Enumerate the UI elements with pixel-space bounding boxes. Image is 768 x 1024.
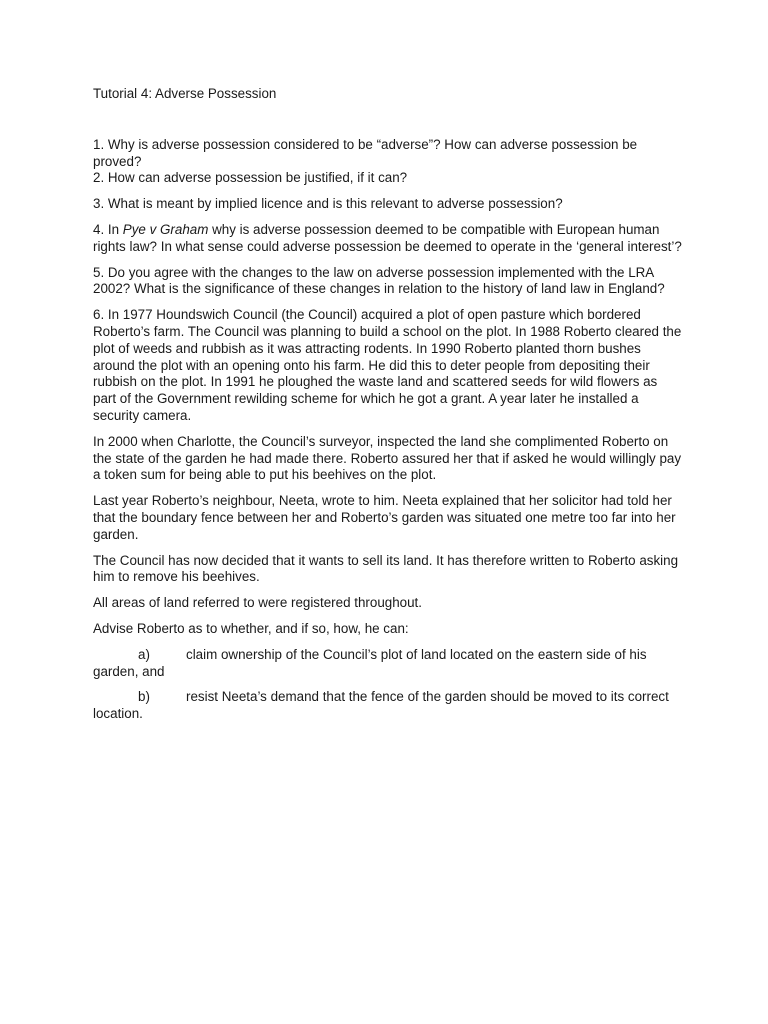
advice-item-b-label: b) — [138, 689, 150, 705]
problem-paragraph-6: Advise Roberto as to whether, and if so, how, he can: — [93, 620, 409, 636]
problem-paragraph-2: In 2000 when Charlotte, the Council’s surveyor, inspected the land she complimented Roberto on the state of the garden he had made there. Roberto assured her that if asked he would willingly pay a token sum for being able to put his beehives on the plot. — [93, 433, 682, 483]
question-3: 3. What is meant by implied licence and is this relevant to adverse possession? — [93, 196, 563, 212]
document-page — [93, 86, 683, 732]
advice-item-a-text: claim ownership of the Council’s plot of land located on the eastern side of his garden, and — [93, 646, 647, 679]
question-5: 5. Do you agree with the changes to the law on adverse possession implemented with the LRA 2002? What is the significance of these changes in relation to the history of land law in England? — [93, 264, 665, 297]
question-1: 1. Why is adverse possession considered to be “adverse”? How can adverse possession be proved? — [93, 136, 638, 169]
advice-item-a-label: a) — [138, 646, 150, 662]
question-4-suffix: why is adverse possession deemed to be compatible with European human rights law? In what sense could adverse possession be deemed to operate in the ‘general interest’? — [93, 221, 682, 254]
problem-paragraph-4: The Council has now decided that it wants to sell its land. It has therefore written to Roberto asking him to remove his beehives. — [93, 552, 679, 585]
question-4 — [93, 222, 683, 256]
advice-item-b-text: resist Neeta’s demand that the fence of the garden should be moved to its correct location. — [93, 689, 669, 722]
question-4-prefix: 4. In — [93, 221, 123, 237]
advice-item-a — [93, 647, 683, 681]
problem-paragraph-1: 6. In 1977 Houndswich Council (the Council) acquired a plot of open pasture which bordered Roberto’s farm. The Council was planning to build a school on the plot. In 1988 Roberto cleared the plot of weeds and rubbish as it was attracting rodents. In 1990 Roberto planted thorn bushes around the plot with an opening onto his farm. He did this to deter people from depositing their rubbish on the plot. In 1991 he ploughed the waste land and scattered seeds for wild flowers as part of the Government rewilding scheme for which he got a grant. A year later he installed a security camera. — [93, 307, 682, 423]
case-name: Pye v Graham — [122, 221, 209, 237]
problem-paragraph-3: Last year Roberto’s neighbour, Neeta, wrote to him. Neeta explained that her solicitor had told her that the boundary fence between her and Roberto’s garden was situated one metre too far into her garden. — [93, 493, 676, 542]
question-2: 2. How can adverse possession be justified, if it can? — [93, 170, 408, 186]
document-title: Tutorial 4: Adverse Possession — [93, 86, 277, 101]
advice-item-b — [93, 689, 683, 723]
problem-paragraph-5: All areas of land referred to were registered throughout. — [93, 595, 422, 611]
